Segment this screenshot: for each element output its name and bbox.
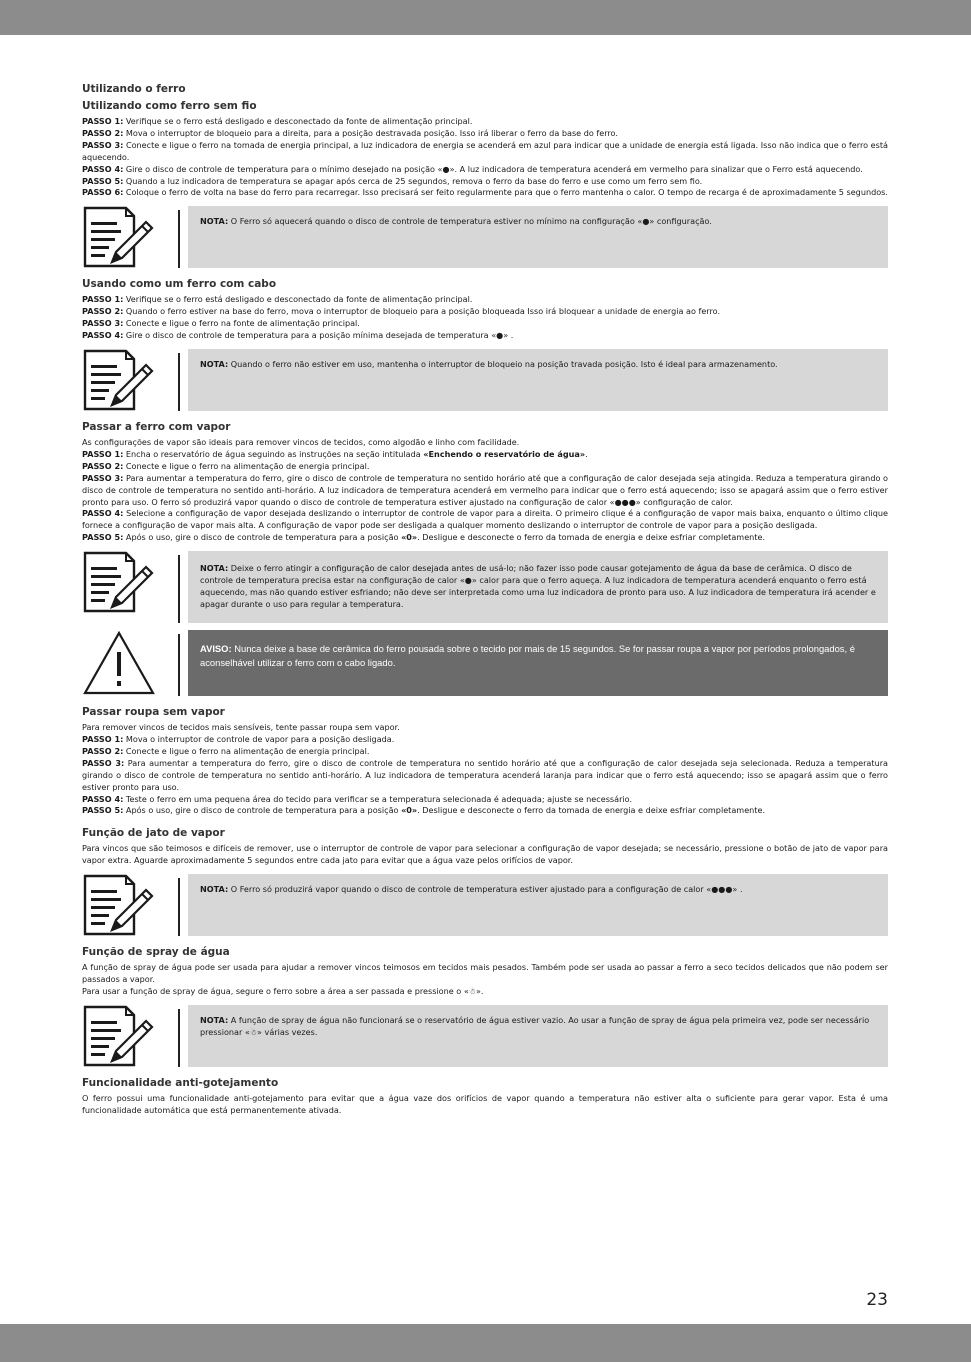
step-line: PASSO 4: Teste o ferro em uma pequena área do tecido para verificar se a temperatura selecionada é adequada; ajuste se necessário. xyxy=(82,793,633,804)
step-line: PASSO 5: Após o uso, gire o disco de controle de temperatura para a posição «0». Desligue e desconecte o ferro da tomada de energia e deixe esfriar completamente. xyxy=(82,532,766,543)
note-text: Quando o ferro não estiver em uso, mantenha o interruptor de bloqueio na posição travada posição. Isto é ideal para armazenamento. xyxy=(228,358,778,369)
note-pencil-icon xyxy=(82,874,172,936)
divider xyxy=(178,1009,180,1067)
note-pencil-icon xyxy=(82,1005,172,1067)
top-banner xyxy=(0,0,971,35)
divider xyxy=(178,634,180,696)
step-line: PASSO 1: Verifique se o ferro está desligado e desconectado da fonte de alimentação principal. xyxy=(82,294,473,305)
note-box xyxy=(82,206,888,268)
warning-triangle-icon xyxy=(82,630,172,696)
note-label: NOTA: xyxy=(200,884,229,895)
note-text: Deixe o ferro atingir a configuração de calor desejada antes de usá-lo; não fazer isso pode causar gotejamento de água da base de cerâmica. O disco de controle de temperatura precisa estar na configuração de calor «●» calor para que o ferro aqueça. A luz indicadora de temperatura acenderá enquanto o ferro está aquecendo, mas não quando estiver esfriando; não deve ser interpretada como uma luz indicadora de pronto para uso. A luz indicadora de temperatura irá acender e apagar durante o uso para regular a temperatura. xyxy=(200,563,876,609)
section-title-using-iron: Utilizando o ferro xyxy=(82,83,186,95)
body-text: A função de spray de água pode ser usada para ajudar a remover vincos teimosos em tecidos mais pesados. Também pode ser usada ao passar a ferro a seco tecidos delicados que não podem ser passados a vapor. xyxy=(82,962,888,985)
section-title-spray: Função de spray de água xyxy=(82,946,230,959)
note-pencil-icon xyxy=(82,349,172,411)
step-line: PASSO 4: Gire o disco de controle de temperatura para o mínimo desejado na posição «●». A luz indicadora de temperatura acenderá em vermelho para sinalizar que o Ferro está aquecendo. xyxy=(82,163,863,174)
step-line: PASSO 4: Selecione a configuração de vapor desejada deslizando o interruptor de controle de vapor para a direita. O primeiro clique é a configuração de vapor mais baixa, enquanto o último clique fornece a configuração de vapor mais alta. A configuração de vapor pode ser desligada a qualquer momento deslizando o interruptor de controle de vapor para a posição desligada. xyxy=(82,508,888,531)
warning-label: AVISO: xyxy=(200,643,232,655)
step-line: PASSO 2: Mova o interruptor de bloqueio para a direita, para a posição destravada posição. Isso irá liberar o ferro da base do ferro. xyxy=(82,127,618,138)
section-title-dry: Passar roupa sem vapor xyxy=(82,706,225,719)
step-line: PASSO 1: Mova o interruptor de controle de vapor para a posição desligada. xyxy=(82,734,395,745)
step-line: PASSO 2: Quando o ferro estiver na base do ferro, mova o interruptor de bloqueio para a posição bloqueada Isso irá bloquear a unidade de energia ao ferro. xyxy=(82,306,721,317)
note-text: A função de spray de água não funcionará se o reservatório de água estiver vazio. Ao usar a função de spray de água pela primeira vez, pode ser necessário pressionar « xyxy=(200,1014,870,1037)
note-text: O Ferro só produzirá vapor quando o disco de controle de temperatura estiver ajustado para a configuração de calor «●●●» . xyxy=(228,884,743,895)
step-line: PASSO 2: Conecte e ligue o ferro na alimentação de energia principal. xyxy=(82,460,370,471)
body-text: Para vincos que são teimosos e difíceis de remover, use o interruptor de controle de vapor para selecionar a configuração de vapor desejada; se necessário, pressione o botão de jato de vapor para vapor extra. Aguarde aproximadamente 5 segundos entre cada jato para evitar que a água vaze pelos orifícios de vapor. xyxy=(82,843,888,866)
section-title-steam: Passar a ferro com vapor xyxy=(82,420,231,433)
step-line: PASSO 3: Para aumentar a temperatura do ferro, gire o disco de controle de temperatura no sentido horário até que a configuração de calor desejada seja selecionada. Reduza a temperatura girando o disco de controle de temperatura no sentido anti-horário. A luz indicadora de temperatura acenderá laranja para indicar que o ferro está aquecendo; isso se apagará assim que o ferro estiver pronto para uso. xyxy=(82,757,888,792)
page-number: 23 xyxy=(866,1290,888,1310)
divider xyxy=(178,555,180,623)
section-title-anti-drip: Funcionalidade anti-gotejamento xyxy=(82,1076,279,1089)
spray-icon: ☃ xyxy=(249,1027,258,1037)
note-box xyxy=(82,874,888,936)
intro-text: Para remover vincos de tecidos mais sensíveis, tente passar roupa sem vapor. xyxy=(82,722,400,733)
step-line: PASSO 5: Após o uso, gire o disco de controle de temperatura para a posição «0». Desligue e desconecte o ferro da tomada de energia e deixe esfriar completamente. xyxy=(82,805,766,816)
step-line: PASSO 5: Quando a luz indicadora de temperatura se apagar após cerca de 25 segundos, remova o ferro da base do ferro e use como um ferro sem fio. xyxy=(82,175,703,186)
note-label: NOTA: xyxy=(200,358,229,369)
page-content xyxy=(82,82,888,1117)
steps-corded xyxy=(82,294,888,342)
step-line: PASSO 3: Conecte e ligue o ferro na tomada de energia principal, a luz indicadora de energia se acenderá em azul para indicar que a unidade de energia está ligada. Isso não indica que o ferro está aquecendo. xyxy=(82,139,888,162)
note-box: NOTA: A função de spray de água não funcionará se o reservatório de água estiver vazio. Ao usar a função de spray de água pela primeira vez, pode ser necessário pressionar «☃» várias vezes. xyxy=(82,1005,888,1067)
divider xyxy=(178,210,180,268)
note-box xyxy=(82,551,888,623)
note-box xyxy=(82,349,888,411)
steps-dry xyxy=(82,734,888,805)
divider xyxy=(178,353,180,411)
note-label: NOTA: xyxy=(200,1014,229,1025)
step-line: PASSO 3: Conecte e ligue o ferro na fonte de alimentação principal. xyxy=(82,318,360,329)
warning-text: Nunca deixe a base de cerâmica do ferro pousada sobre o tecido por mais de 15 segundos. Se for passar roupa a vapor por períodos prolongados, é aconselhável utilizar o ferro com o cabo ligado. xyxy=(200,643,855,669)
section-subtitle-cordless: Utilizando como ferro sem fio xyxy=(82,100,257,112)
intro-text: As configurações de vapor são ideais para remover vincos de tecidos, como algodão e linho com facilidade. xyxy=(82,436,520,447)
step-line: PASSO 1: Verifique se o ferro está desligado e desconectado da fonte de alimentação principal. xyxy=(82,116,473,126)
note-text: O Ferro só aquecerá quando o disco de controle de temperatura estiver no mínimo na configuração «●» configuração. xyxy=(228,216,712,227)
note-pencil-icon xyxy=(82,551,172,623)
note-label: NOTA: xyxy=(200,563,229,574)
step-line: PASSO 3: Para aumentar a temperatura do ferro, gire o disco de controle de temperatura no sentido horário até que a configuração de calor desejada seja atingida. Reduza a temperatura girando o disco de controle de temperatura no sentido anti-horário. A luz indicadora de temperatura acenderá em vermelho para indicar que o ferro está aquecendo; isso se apagará assim que o ferro estiver pronto para uso. O ferro só produzirá vapor quando o disco de controle de temperatura estiver ajustado na configuração de calor «●●●» configuração de calor. xyxy=(82,472,888,507)
body-text: O ferro possui uma funcionalidade anti-gotejamento para evitar que a água vaze dos orifícios de vapor quando a temperatura não estiver alta o suficiente para gerar vapor. Esta é uma funcionalidade automática que está permanentemente ativada. xyxy=(82,1092,888,1115)
bottom-banner xyxy=(0,1324,971,1362)
step-line: PASSO 4: Gire o disco de controle de temperatura para a posição mínima desejada de temperatura «●» . xyxy=(82,330,514,341)
warning-box xyxy=(82,630,888,696)
divider xyxy=(178,878,180,936)
steps-cordless xyxy=(82,116,888,199)
section-title-steam-burst: Função de jato de vapor xyxy=(82,827,225,840)
steps-steam xyxy=(82,461,888,532)
note-label: NOTA: xyxy=(200,216,229,227)
body-text: Para usar a função de spray de água, segure o ferro sobre a área a ser passada e pressione o «☃». xyxy=(82,986,484,996)
spray-icon: ☃ xyxy=(468,987,476,996)
section-title-corded: Usando como um ferro com cabo xyxy=(82,278,277,291)
step-line: PASSO 2: Conecte e ligue o ferro na alimentação de energia principal. xyxy=(82,745,370,756)
note-pencil-icon xyxy=(82,206,172,268)
step-line: PASSO 6: Coloque o ferro de volta na base do ferro para recarregar. Isso precisará ser feito regularmente para que o ferro mantenha o calor. O tempo de recarga é de aproximadamente 5 segundos. xyxy=(82,187,888,198)
step-line: PASSO 1: Encha o reservatório de água seguindo as instruções na seção intitulada «Enchendo o reservatório de água». xyxy=(82,448,588,459)
